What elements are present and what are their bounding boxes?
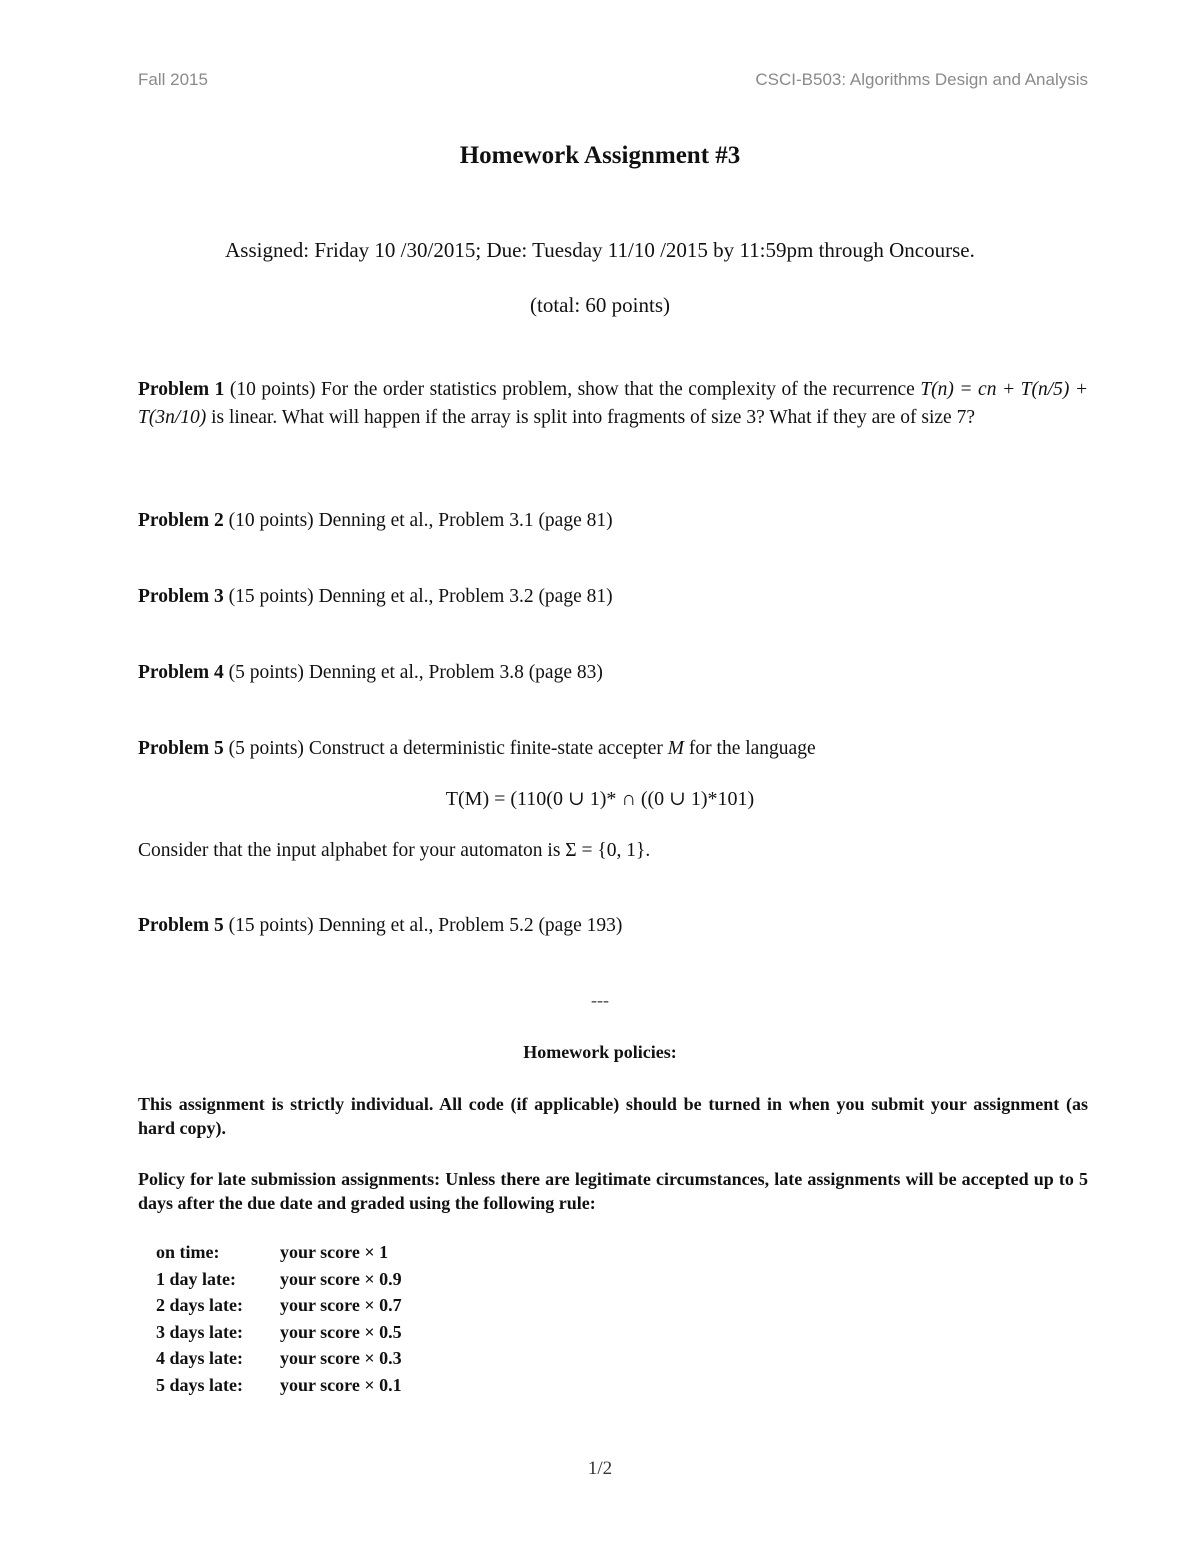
- problem-points: (10 points): [229, 379, 316, 400]
- section-separator: ---: [591, 990, 609, 1010]
- problem-label: Problem 3: [138, 586, 224, 607]
- policy-late-submission: Policy for late submission assignments: Unless there are legitimate circumstances, late assignments will be accepted up to 5 days after the due date and graded using the following rule:: [138, 1169, 1088, 1213]
- problem-text: for the language: [688, 738, 816, 759]
- problem-label: Problem 5: [138, 738, 224, 759]
- problem-text: Denning et al., Problem 3.2 (page 81): [318, 586, 613, 607]
- problem-3: [138, 583, 1088, 611]
- automaton-variable: M: [667, 738, 685, 759]
- problem-label: Problem 2: [138, 510, 224, 531]
- penalty-row: [156, 1242, 402, 1269]
- problem-label: Problem 1: [138, 379, 225, 400]
- problem-2: [138, 507, 1088, 535]
- penalty-score: your score × 0.3: [280, 1348, 402, 1368]
- penalty-row: [156, 1269, 402, 1296]
- penalty-row: [156, 1375, 402, 1402]
- penalty-when: 2 days late:: [156, 1295, 243, 1315]
- page-number: 1/2: [587, 1458, 613, 1479]
- penalty-score: your score × 1: [280, 1242, 389, 1262]
- problem-text: For the order statistics problem, show that the complexity of the recurrence: [321, 379, 915, 400]
- problem-points: (15 points): [228, 915, 314, 936]
- problem-text: Denning et al., Problem 3.1 (page 81): [318, 510, 613, 531]
- problem-4: [138, 659, 1088, 687]
- problem-5-denning: [138, 912, 1088, 940]
- problem-1: [138, 376, 1088, 432]
- penalty-score: your score × 0.1: [280, 1374, 402, 1395]
- penalty-row: [156, 1295, 402, 1322]
- alphabet-note: Consider that the input alphabet for your automaton is Σ = {0, 1}.: [138, 840, 651, 861]
- problem-text: Construct a deterministic finite-state accepter: [308, 738, 663, 759]
- header-course-term: Fall 2015: [138, 70, 208, 89]
- penalty-score: your score × 0.7: [280, 1295, 402, 1315]
- late-penalty-table: [156, 1242, 402, 1401]
- problem-text: is linear. What will happen if the array is split into fragments of size 3? What if they are of size 7?: [211, 407, 975, 428]
- problem-points: (15 points): [228, 586, 314, 607]
- policy-individual: This assignment is strictly individual. All code (if applicable) should be turned in when you submit your assignment (as hard copy).: [138, 1094, 1088, 1138]
- penalty-score: your score × 0.5: [280, 1321, 402, 1342]
- penalty-when: 4 days late:: [156, 1348, 243, 1368]
- penalty-row: [156, 1348, 402, 1375]
- problem-text: Denning et al., Problem 5.2 (page 193): [318, 915, 623, 936]
- penalty-row: [156, 1322, 402, 1349]
- policies-heading: Homework policies:: [523, 1042, 677, 1062]
- problem-label: Problem 5: [138, 915, 224, 936]
- penalty-when: on time:: [156, 1242, 220, 1262]
- recurrence-formula: T(n) = cn + T(n/5) + T(3n/10): [138, 379, 1089, 428]
- language-equation: T(M) = (110(0 ∪ 1)* ∩ ((0 ∪ 1)*101): [445, 788, 755, 810]
- penalty-when: 5 days late:: [156, 1374, 243, 1395]
- problem-text: Denning et al., Problem 3.8 (page 83): [308, 662, 603, 683]
- problem-label: Problem 4: [138, 662, 224, 683]
- page-title: Homework Assignment #3: [459, 142, 741, 169]
- problem-points: (5 points): [228, 662, 304, 683]
- penalty-when: 3 days late:: [156, 1321, 243, 1342]
- problem-5-automaton: [138, 735, 1088, 763]
- problem-points: (10 points): [228, 510, 314, 531]
- assigned-due-line: Assigned: Friday 10 /30/2015; Due: Tuesday 11/10 /2015 by 11:59pm through Oncourse.: [225, 238, 975, 262]
- header-course-title: CSCI-B503: Algorithms Design and Analysis: [755, 70, 1088, 89]
- penalty-score: your score × 0.9: [280, 1268, 402, 1289]
- penalty-when: 1 day late:: [156, 1268, 236, 1289]
- total-points: (total: 60 points): [530, 293, 670, 317]
- problem-points: (5 points): [228, 738, 304, 759]
